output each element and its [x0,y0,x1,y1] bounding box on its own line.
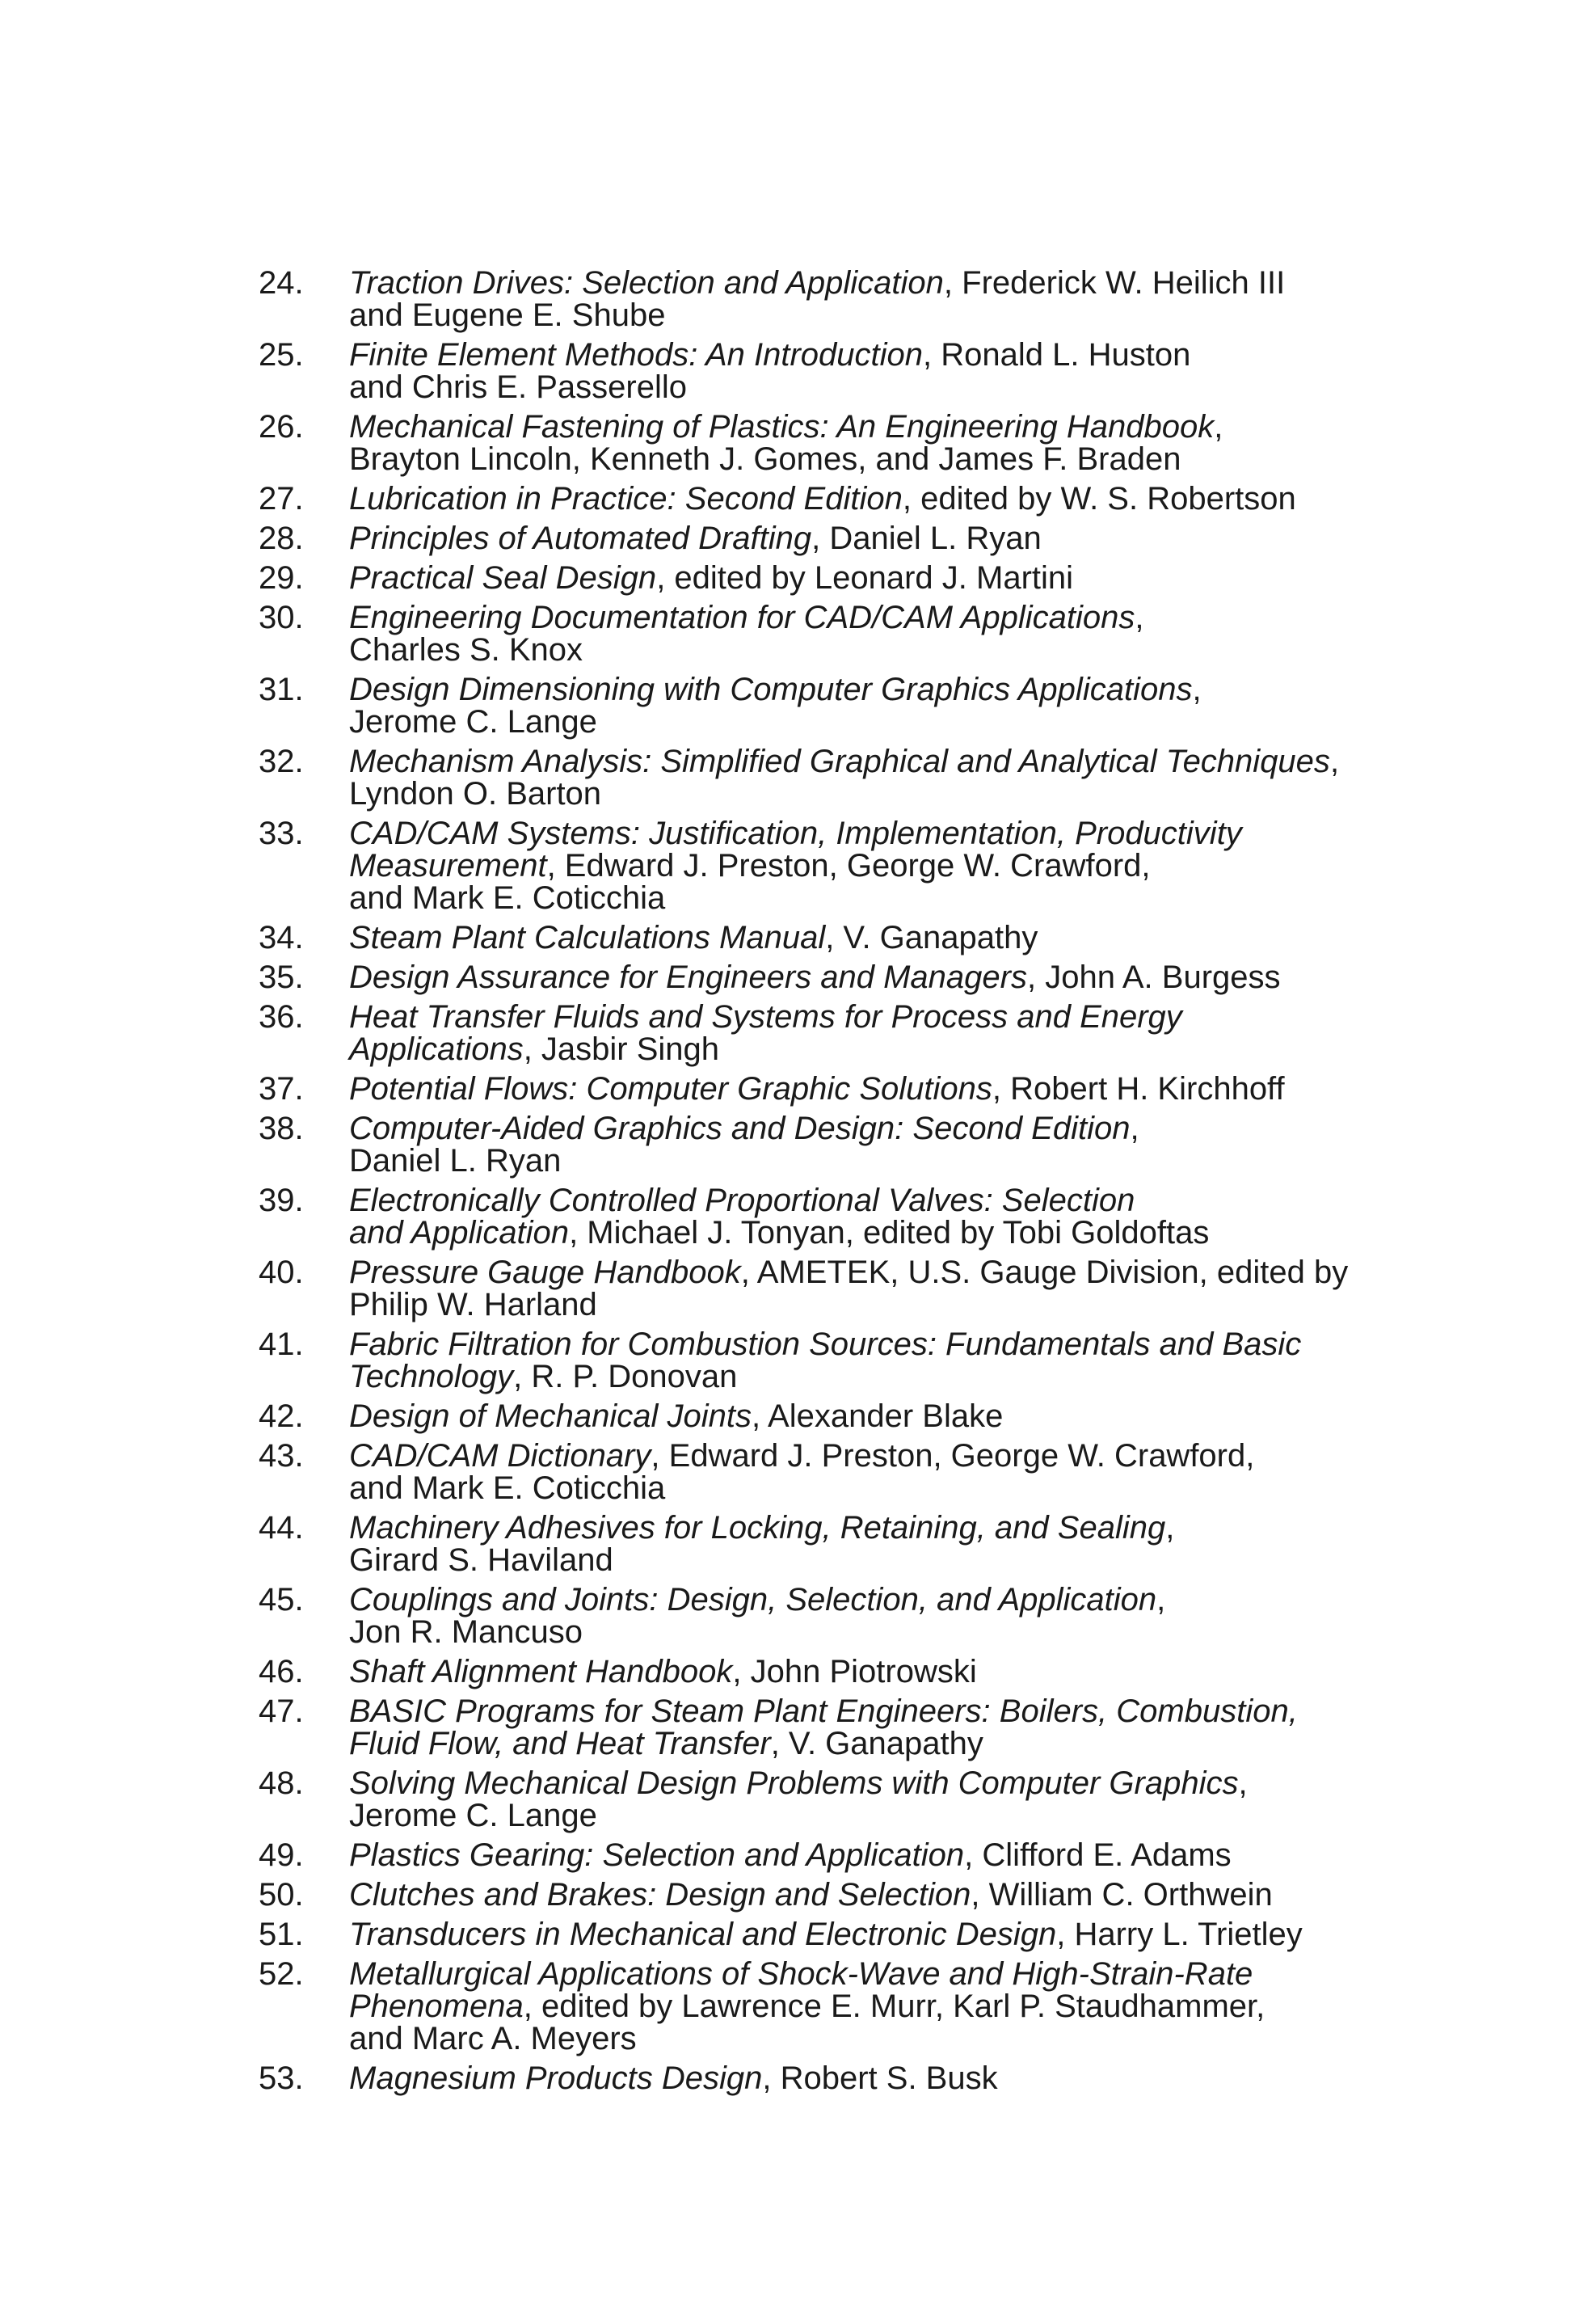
entry-text [349,961,1390,993]
entry-text [349,922,1390,954]
list-item [259,1512,1390,1576]
entry-number: 35. [259,960,304,995]
entry-number: 43. [259,1438,304,1474]
book-authors: , John Piotrowski [732,1654,977,1689]
book-title: Lubrication in Practice: Second Edition [349,481,903,517]
entry-number: 24. [259,265,304,301]
entry-text [349,745,1390,810]
list-item [259,1918,1390,1951]
list-item [259,1001,1390,1065]
entry-number: 48. [259,1765,304,1801]
entry-number: 39. [259,1183,304,1218]
entry-text [349,1440,1390,1504]
entry-text [349,1958,1390,2055]
series-book-list [259,267,1390,2102]
entry-number: 28. [259,521,304,556]
entry-text [349,1400,1390,1432]
entry-number: 45. [259,1582,304,1618]
list-item [259,1400,1390,1432]
entry-number: 30. [259,600,304,635]
book-authors: , Edward J. Preston, George W. Crawford, and Mark E. Coticchia [349,1438,1255,1506]
entry-text [349,483,1390,515]
list-item [259,601,1390,666]
entry-number: 53. [259,2060,304,2096]
book-title: Plastics Gearing: Selection and Application [349,1837,965,1873]
book-authors: , Harry L. Trietley [1056,1917,1303,1952]
book-title: CAD/CAM Dictionary [349,1438,651,1474]
entry-number: 29. [259,560,304,596]
entry-number: 31. [259,672,304,707]
book-title: Couplings and Joints: Design, Selection, and Application [349,1582,1157,1618]
entry-number: 34. [259,920,304,955]
entry-text [349,2062,1390,2094]
book-title: Transducers in Mechanical and Electronic Design [349,1917,1057,1952]
book-authors: , Jerome C. Lange [349,1765,1248,1833]
list-item [259,483,1390,515]
book-authors: , William C. Orthwein [971,1877,1273,1913]
entry-text [349,1695,1390,1760]
entry-text [349,1112,1390,1177]
entry-number: 50. [259,1877,304,1913]
list-item [259,1879,1390,1911]
book-title: Mechanical Fastening of Plastics: An Engineering Handbook [349,409,1215,445]
book-authors: , edited by W. S. Robertson [902,481,1296,517]
book-title: Design Dimensioning with Computer Graphics Applications [349,672,1193,707]
book-authors: , edited by Lawrence E. Murr, Karl P. Staudhammer, and Marc A. Meyers [349,1989,1265,2056]
entry-text [349,817,1390,914]
book-authors: , John A. Burgess [1026,960,1281,995]
list-item [259,745,1390,810]
entry-text [349,1839,1390,1871]
entry-text [349,1512,1390,1576]
entry-number: 42. [259,1398,304,1434]
book-authors: , Jerome C. Lange [349,672,1202,740]
entry-number: 36. [259,999,304,1035]
book-authors: , V. Ganapathy [825,920,1038,955]
entry-text [349,1001,1390,1065]
book-title: CAD/CAM Systems: Justification, Implementation, Productivity Measurement [349,816,1242,884]
entry-number: 33. [259,816,304,851]
entry-number: 41. [259,1326,304,1362]
list-item [259,522,1390,555]
list-item [259,339,1390,403]
entry-text [349,562,1390,594]
list-item [259,673,1390,738]
entry-number: 47. [259,1693,304,1729]
book-authors: , V. Ganapathy [770,1726,983,1761]
book-title: Design of Mechanical Joints [349,1398,752,1434]
book-authors: , Robert H. Kirchhoff [992,1071,1285,1107]
book-title: Finite Element Methods: An Introduction [349,337,923,373]
list-item [259,1584,1390,1648]
list-item [259,562,1390,594]
entry-text [349,411,1390,475]
book-authors: , Clifford E. Adams [964,1837,1232,1873]
list-item [259,1767,1390,1832]
book-title: Magnesium Products Design [349,2060,763,2096]
list-item [259,1112,1390,1177]
book-authors: , Jon R. Mancuso [349,1582,1166,1650]
entry-text [349,1655,1390,1688]
book-title: Solving Mechanical Design Problems with Computer Graphics [349,1765,1239,1801]
entry-text [349,1328,1390,1393]
book-title: Computer-Aided Graphics and Design: Second Edition [349,1111,1131,1146]
book-authors: , edited by Leonard J. Martini [656,560,1074,596]
list-item [259,411,1390,475]
entry-number: 32. [259,744,304,779]
book-title: Principles of Automated Drafting [349,521,812,556]
book-title: BASIC Programs for Steam Plant Engineers: Boilers, Combustion, Fluid Flow, and Heat Transfer [349,1693,1298,1761]
book-authors: , R. P. Donovan [513,1359,738,1394]
entry-text [349,1879,1390,1911]
entry-text [349,1918,1390,1951]
book-title: Design Assurance for Engineers and Managers [349,960,1027,995]
book-title: Metallurgical Applications of Shock-Wave and High-Strain-Rate Phenomena [349,1956,1253,2024]
list-item [259,1839,1390,1871]
entry-text [349,1767,1390,1832]
list-item [259,1328,1390,1393]
book-title: Potential Flows: Computer Graphic Solutions [349,1071,992,1107]
entry-text [349,1073,1390,1105]
entry-text [349,1256,1390,1321]
book-title: Shaft Alignment Handbook [349,1654,733,1689]
book-authors: , Ronald L. Huston and Chris E. Passerello [349,337,1191,405]
list-item [259,1440,1390,1504]
entry-number: 25. [259,337,304,373]
book-authors: , Michael J. Tonyan, edited by Tobi Goldoftas [569,1215,1210,1251]
book-title: Machinery Adhesives for Locking, Retaining, and Sealing [349,1510,1166,1546]
list-item [259,1958,1390,2055]
list-item [259,1073,1390,1105]
entry-number: 49. [259,1837,304,1873]
book-title: Fabric Filtration for Combustion Sources: Fundamentals and Basic Technology [349,1326,1302,1394]
entry-text [349,339,1390,403]
book-authors: , Daniel L. Ryan [811,521,1042,556]
book-title: Practical Seal Design [349,560,657,596]
entry-text [349,1584,1390,1648]
book-title: Mechanism Analysis: Simplified Graphical and Analytical Techniques [349,744,1330,779]
book-authors: , Edward J. Preston, George W. Crawford, and Mark E. Coticchia [349,848,1151,916]
entry-text [349,267,1390,331]
list-item [259,1655,1390,1688]
entry-text [349,522,1390,555]
book-authors: , Daniel L. Ryan [349,1111,1139,1179]
book-authors: , Jasbir Singh [523,1031,720,1067]
book-title: Engineering Documentation for CAD/CAM Applications [349,600,1135,635]
entry-number: 51. [259,1917,304,1952]
entry-number: 26. [259,409,304,445]
entry-text [349,673,1390,738]
book-title: Pressure Gauge Handbook [349,1255,741,1290]
list-item [259,267,1390,331]
list-item [259,1184,1390,1249]
list-item [259,922,1390,954]
list-item [259,1256,1390,1321]
entry-number: 40. [259,1255,304,1290]
entry-text [349,601,1390,666]
book-title: Steam Plant Calculations Manual [349,920,826,955]
list-item [259,1695,1390,1760]
book-title: Heat Transfer Fluids and Systems for Process and Energy Applications [349,999,1182,1067]
entry-number: 52. [259,1956,304,1992]
book-authors: , Lyndon O. Barton [349,744,1340,812]
book-authors: , AMETEK, U.S. Gauge Division, edited by Philip W. Harland [349,1255,1349,1322]
book-title: Clutches and Brakes: Design and Selection [349,1877,971,1913]
entry-number: 44. [259,1510,304,1546]
book-authors: , Charles S. Knox [349,600,1144,668]
list-item [259,961,1390,993]
book-title: Electronically Controlled Proportional Valves: Selection and Application [349,1183,1135,1251]
book-authors: , Girard S. Haviland [349,1510,1175,1578]
book-authors: , Alexander Blake [752,1398,1004,1434]
book-authors: , Frederick W. Heilich III and Eugene E. Shube [349,265,1286,333]
entry-number: 27. [259,481,304,517]
list-item [259,2062,1390,2094]
list-item [259,817,1390,914]
entry-number: 38. [259,1111,304,1146]
entry-number: 37. [259,1071,304,1107]
entry-number: 46. [259,1654,304,1689]
book-authors: , Robert S. Busk [762,2060,998,2096]
book-title: Traction Drives: Selection and Application [349,265,944,301]
book-authors: , Brayton Lincoln, Kenneth J. Gomes, and James F. Braden [349,409,1223,477]
entry-text [349,1184,1390,1249]
